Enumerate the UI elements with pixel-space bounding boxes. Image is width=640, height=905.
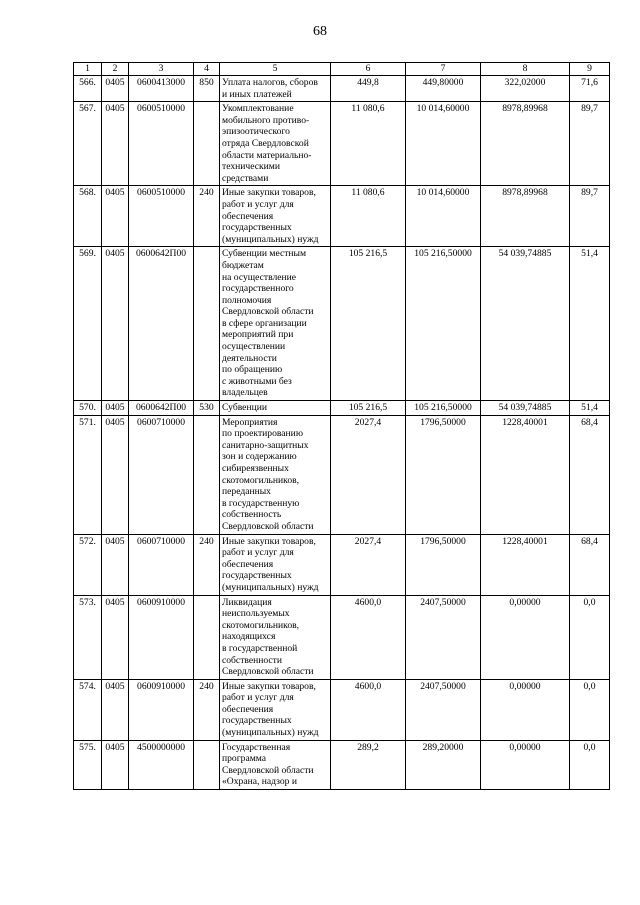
description-line: Иные закупки товаров, (222, 535, 316, 547)
section-code: 0405 (102, 595, 129, 679)
description-line: находящихся (222, 631, 276, 643)
description-line: скотомогильников, (222, 619, 300, 631)
execution-percent: 71,6 (570, 76, 610, 102)
description-line: по проектированию (222, 428, 303, 440)
description-line: неиспользуемых (222, 608, 290, 620)
description-line: «Охрана, надзор и (222, 776, 298, 788)
expense-description (220, 534, 331, 595)
column-header: 4 (194, 63, 220, 76)
description-line: Иные закупки товаров, (222, 680, 316, 692)
target-article-code: 0600510000 (129, 102, 194, 186)
expense-description (220, 740, 331, 789)
table-row (74, 740, 610, 789)
row-number: 575. (74, 740, 102, 789)
approved-amount: 449,8 (331, 76, 406, 102)
planned-amount: 289,20000 (406, 740, 481, 789)
description-line: Свердловской области (222, 764, 314, 776)
description-line: Свердловской области (222, 520, 314, 532)
row-number: 574. (74, 679, 102, 740)
description-line: обеспечения (222, 558, 274, 570)
expense-type-code: 240 (194, 679, 220, 740)
approved-amount: 2027,4 (331, 415, 406, 534)
expense-description (220, 76, 331, 102)
description-line: государственного (222, 283, 294, 295)
section-code: 0405 (102, 401, 129, 416)
target-article-code: 0600642П00 (129, 401, 194, 416)
execution-percent: 51,4 (570, 247, 610, 401)
expense-description (220, 679, 331, 740)
description-line: государственных (222, 715, 292, 727)
description-line: Государственная (222, 741, 291, 753)
planned-amount: 2407,50000 (406, 595, 481, 679)
expense-type-code: 240 (194, 534, 220, 595)
description-line: Укомплектование (222, 103, 294, 115)
approved-amount: 105 216,5 (331, 247, 406, 401)
expense-type-code: 240 (194, 186, 220, 247)
expense-type-code (194, 740, 220, 789)
executed-amount: 54 039,74885 (481, 247, 570, 401)
planned-amount: 1796,50000 (406, 534, 481, 595)
description-line: Свердловской области (222, 666, 314, 678)
row-number: 569. (74, 247, 102, 401)
table-body (74, 76, 610, 790)
expense-description (220, 595, 331, 679)
approved-amount: 11 080,6 (331, 102, 406, 186)
page-number: 68 (313, 24, 327, 39)
description-line: деятельности (222, 352, 277, 364)
table-header-row (74, 63, 610, 76)
section-code: 0405 (102, 415, 129, 534)
execution-percent: 89,7 (570, 186, 610, 247)
approved-amount: 105 216,5 (331, 401, 406, 416)
description-line: (муниципальных) нужд (222, 233, 319, 245)
description-line: в сфере организации (222, 317, 307, 329)
budget-table (73, 62, 610, 790)
column-header: 6 (331, 63, 406, 76)
expense-type-code (194, 247, 220, 401)
description-line: (муниципальных) нужд (222, 727, 319, 739)
expense-description (220, 186, 331, 247)
description-line: Мероприятия (222, 416, 278, 428)
description-line: собственности (222, 654, 283, 666)
planned-amount: 105 216,50000 (406, 247, 481, 401)
expense-description (220, 102, 331, 186)
target-article-code: 0600710000 (129, 534, 194, 595)
target-article-code: 0600510000 (129, 186, 194, 247)
table-row (74, 534, 610, 595)
column-header: 8 (481, 63, 570, 76)
execution-percent: 0,0 (570, 595, 610, 679)
expense-description (220, 415, 331, 534)
execution-percent: 0,0 (570, 740, 610, 789)
section-code: 0405 (102, 534, 129, 595)
description-line: средствами (222, 172, 269, 184)
planned-amount: 2407,50000 (406, 679, 481, 740)
execution-percent: 51,4 (570, 401, 610, 416)
table-row (74, 415, 610, 534)
target-article-code: 0600910000 (129, 595, 194, 679)
section-code: 0405 (102, 186, 129, 247)
description-line: техническими (222, 161, 280, 173)
section-code: 0405 (102, 102, 129, 186)
expense-description (220, 401, 331, 416)
target-article-code: 4500000000 (129, 740, 194, 789)
section-code: 0405 (102, 679, 129, 740)
description-line: с животными без (222, 375, 292, 387)
target-article-code: 0600910000 (129, 679, 194, 740)
planned-amount: 10 014,60000 (406, 186, 481, 247)
approved-amount: 4600,0 (331, 679, 406, 740)
executed-amount: 0,00000 (481, 679, 570, 740)
table-row (74, 186, 610, 247)
description-line: обеспечения (222, 210, 274, 222)
description-line: работ и услуг для (222, 692, 294, 704)
target-article-code: 0600710000 (129, 415, 194, 534)
description-line: Ликвидация (222, 596, 272, 608)
execution-percent: 89,7 (570, 102, 610, 186)
description-line: сибиреязвенных (222, 463, 289, 474)
description-line: мобильного противо- (222, 114, 310, 126)
description-line: государственных (222, 570, 292, 582)
description-line: осуществлении (222, 341, 286, 353)
executed-amount: 8978,89968 (481, 186, 570, 247)
description-line: мероприятий при (222, 329, 294, 341)
row-number: 568. (74, 186, 102, 247)
executed-amount: 54 039,74885 (481, 401, 570, 416)
approved-amount: 11 080,6 (331, 186, 406, 247)
executed-amount: 8978,89968 (481, 102, 570, 186)
description-line: владельцев (222, 387, 268, 399)
row-number: 566. (74, 76, 102, 102)
approved-amount: 4600,0 (331, 595, 406, 679)
description-line: области материально- (222, 149, 312, 161)
description-line: по обращению (222, 364, 283, 376)
description-line: государственных (222, 222, 292, 234)
executed-amount: 0,00000 (481, 595, 570, 679)
description-line: в государственную (222, 497, 300, 509)
row-number: 571. (74, 415, 102, 534)
expense-type-code (194, 102, 220, 186)
execution-percent: 68,4 (570, 534, 610, 595)
planned-amount: 10 014,60000 (406, 102, 481, 186)
table-row (74, 679, 610, 740)
planned-amount: 1796,50000 (406, 415, 481, 534)
planned-amount: 105 216,50000 (406, 401, 481, 416)
description-line: на осуществление (222, 271, 297, 283)
description-line: работ и услуг для (222, 198, 294, 210)
row-number: 573. (74, 595, 102, 679)
description-line: полномочия (222, 294, 272, 306)
column-header: 5 (220, 63, 331, 76)
expense-type-code (194, 595, 220, 679)
description-line: отряда Свердловской (222, 137, 309, 149)
description-line: в государственной (222, 642, 298, 654)
expense-type-code: 850 (194, 76, 220, 102)
description-line: работ и услуг для (222, 547, 294, 559)
executed-amount: 0,00000 (481, 740, 570, 789)
executed-amount: 1228,40001 (481, 415, 570, 534)
description-line: и иных платежей (222, 88, 292, 100)
description-line: бюджетам (222, 259, 264, 271)
approved-amount: 2027,4 (331, 534, 406, 595)
section-code: 0405 (102, 740, 129, 789)
column-header: 3 (129, 63, 194, 76)
description-line: скотомогильников, (222, 474, 300, 486)
planned-amount: 449,80000 (406, 76, 481, 102)
description-line: санитарно-защитных (222, 439, 309, 451)
executed-amount: 322,02000 (481, 76, 570, 102)
executed-amount: 1228,40001 (481, 534, 570, 595)
description-line: переданных (222, 486, 271, 498)
expense-description (220, 247, 331, 401)
expense-type-code: 530 (194, 401, 220, 416)
table-row (74, 247, 610, 401)
description-line: собственность (222, 509, 282, 521)
description-line: программа (222, 753, 267, 765)
description-line: Субвенции (222, 402, 267, 414)
table-row (74, 76, 610, 102)
row-number: 570. (74, 401, 102, 416)
execution-percent: 0,0 (570, 679, 610, 740)
table-row (74, 401, 610, 416)
table-row (74, 102, 610, 186)
description-line: (муниципальных) нужд (222, 581, 319, 593)
column-header: 1 (74, 63, 102, 76)
row-number: 567. (74, 102, 102, 186)
description-line: Свердловской области (222, 306, 314, 318)
description-line: Иные закупки товаров, (222, 187, 316, 199)
execution-percent: 68,4 (570, 415, 610, 534)
column-header: 2 (102, 63, 129, 76)
column-header: 7 (406, 63, 481, 76)
section-code: 0405 (102, 247, 129, 401)
table-row (74, 595, 610, 679)
approved-amount: 289,2 (331, 740, 406, 789)
description-line: эпизоотического (222, 126, 290, 138)
target-article-code: 0600642П00 (129, 247, 194, 401)
description-line: Уплата налогов, сборов (222, 77, 318, 88)
expense-type-code (194, 415, 220, 534)
description-line: зон и содержанию (222, 451, 297, 463)
column-header: 9 (570, 63, 610, 76)
description-line: Субвенции местным (222, 248, 307, 260)
target-article-code: 0600413000 (129, 76, 194, 102)
section-code: 0405 (102, 76, 129, 102)
row-number: 572. (74, 534, 102, 595)
description-line: обеспечения (222, 703, 274, 715)
